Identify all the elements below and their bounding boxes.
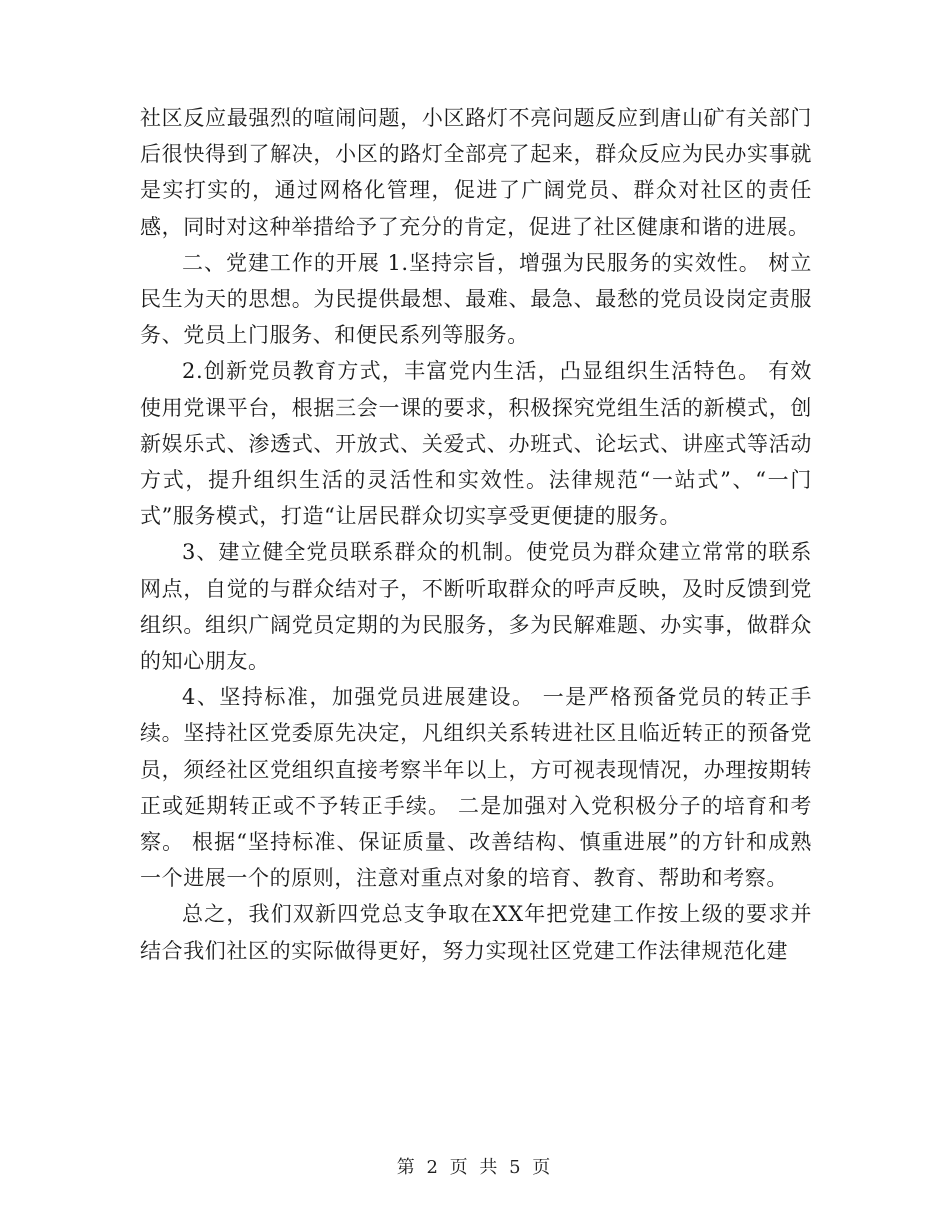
paragraph-5: 4、坚持标准，加强党员进展建设。 一是严格预备党员的转正手续。坚持社区党委原先决定，凡组织关系转进社区且临近转正的预备党员，须经社区党组织直接考察半年以上，方可视表现情况，办理按期转正或延期转正或不予转正手续。 二是加强对入党积极分子的培育和考察。 根据“坚持标准、保证质量、改善结构、慎重进展”的方针和成熟一个进展一个的原则，注意对重点对象的培育、教育、帮助和考察。: [140, 685, 812, 891]
paragraph-1: 社区反应最强烈的喧闹问题，小区路灯不亮问题反应到唐山矿有关部门后很快得到了解决，小区的路灯全部亮了起来，群众反应为民办实事就是实打实的，通过网格化管理，促进了广阔党员、群众对社区的责任感，同时对这种举措给予了充分的肯定，促进了社区健康和谐的进展。: [140, 106, 812, 239]
document-body: [140, 100, 812, 969]
paragraph-2: 二、党建工作的开展 1.坚持宗旨，增强为民服务的实效性。 树立民生为天的思想。为民提供最想、最难、最急、最愁的党员设岗定责服务、党员上门服务、和便民系列等服务。: [140, 250, 812, 348]
paragraph-4: 3、建立健全党员联系群众的机制。使党员为群众建立常常的联系网点，自觉的与群众结对子，不断听取群众的呼声反映，及时反馈到党组织。组织广阔党员定期的为民服务，多为民解难题、办实事，做群众的知心朋友。: [140, 540, 812, 674]
page-footer: 第 2 页 共 5 页: [396, 1157, 554, 1178]
paragraph-3: 2.创新党员教育方式，丰富党内生活，凸显组织生活特色。 有效使用党课平台，根据三会一课的要求，积极探究党组生活的新模式，创新娱乐式、渗透式、开放式、关爱式、办班式、论坛式、讲座式等活动方式，提升组织生活的灵活性和实效性。法律规范“一站式”、“一门式”服务模式，打造“让居民群众切实享受更便捷的服务。: [140, 359, 812, 529]
paragraph-6: 总之，我们双新四党总支争取在XX年把党建工作按上级的要求并结合我们社区的实际做得更好，努力实现社区党建工作法律规范化建: [140, 902, 812, 963]
